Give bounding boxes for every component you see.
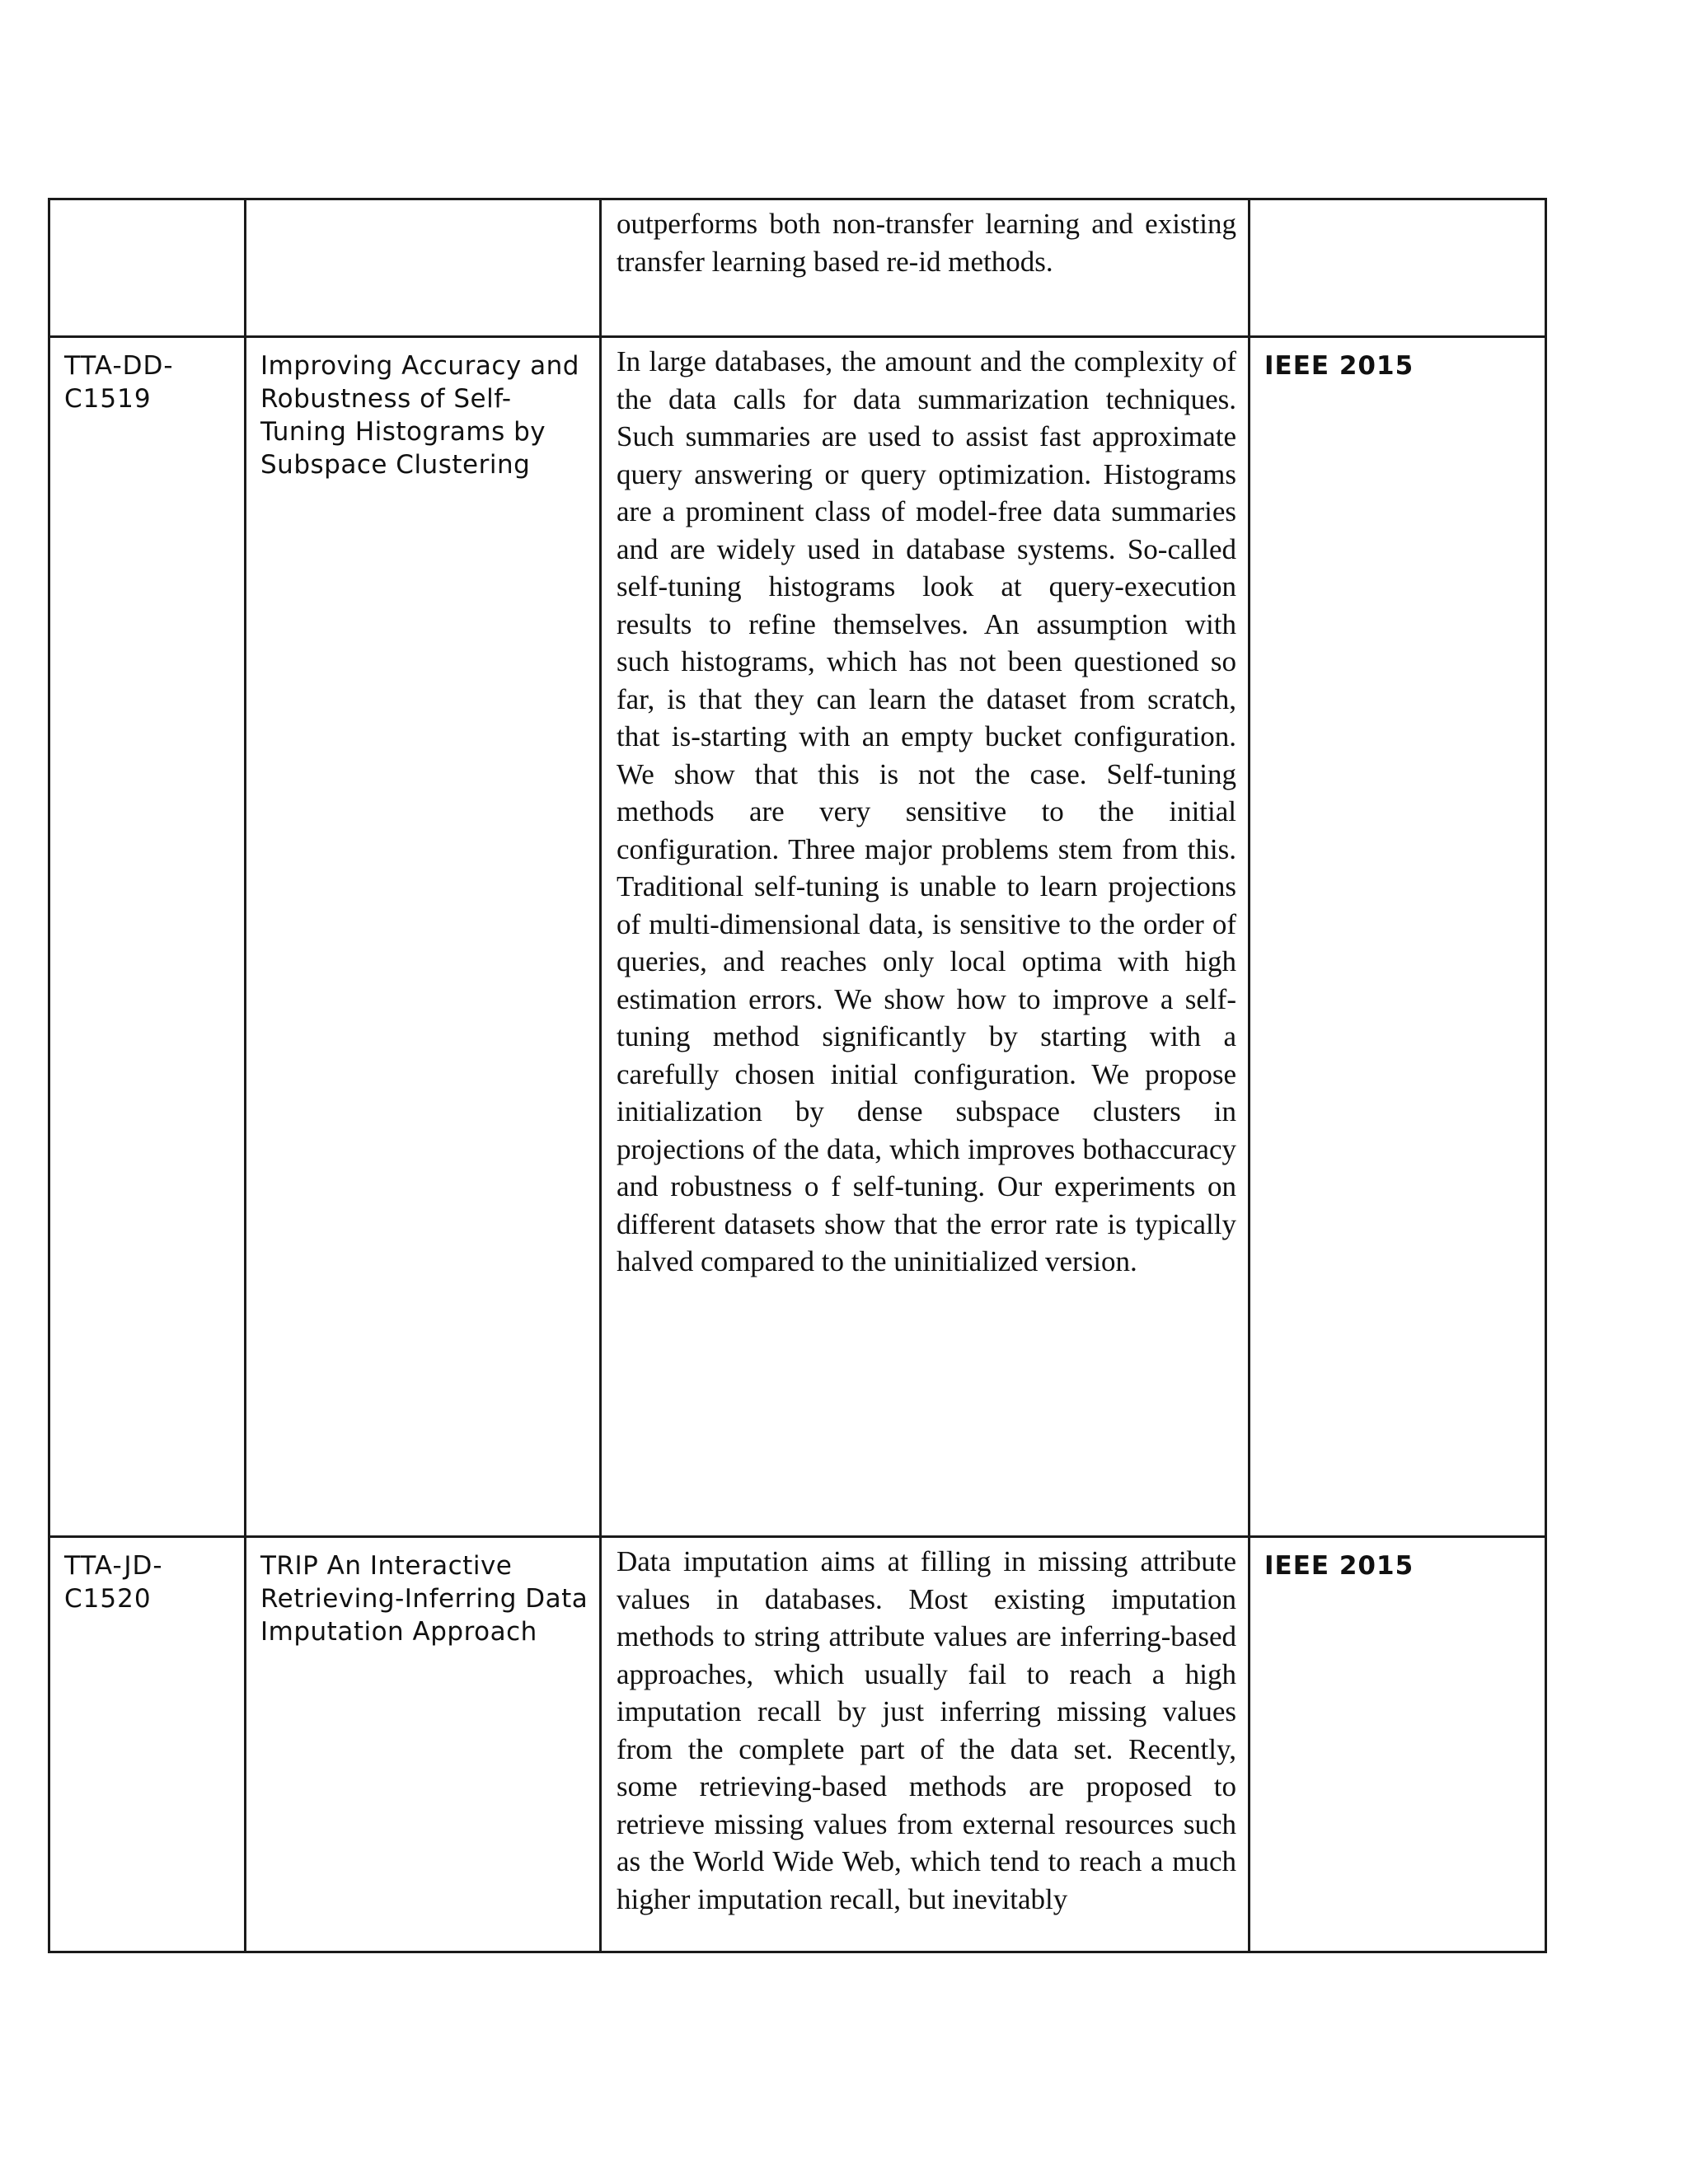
project-code: TTA-JD-C1520 [64,1551,163,1614]
table-row [49,199,1546,337]
project-abstract: Data imputation aims at filling in missing attribute values in databases. Most existing imputation methods to string attribute values are inferring-based approaches, which usually fail to reach a high imputation recall by just inferring missing values from the complete part of the data set. Recently, some retrieving-based methods are proposed to retrieve missing values from external resources such as the World Wide Web, which tend to reach a much higher imputation recall, but inevitably [617,1545,1236,1915]
papers-table [48,198,1547,1953]
project-year: IEEE 2015 [1264,1551,1414,1581]
project-year: IEEE 2015 [1264,351,1414,381]
project-abstract: In large databases, the amount and the complexity of the data calls for data summarization techniques. Such summaries are used to assist fast approximate query answering or query optimization. Histograms are a prominent class of model-free data summaries and are widely used in database systems. So-called self-tuning histograms look at query-execution results to refine themselves. An assumption with such histograms, which has not been questioned so far, is that they can learn the dataset from scratch, that is-starting with an empty bucket configuration. We show that this is not the case. Self-tuning methods are very sensitive to the initial configuration. Three major problems stem from this. Traditional self-tuning is unable to learn projections of multi-dimensional data, is sensitive to the order of queries, and reaches only local optima with high estimation errors. We show how to improve a self-tuning method significantly by starting with a carefully chosen initial configuration. We propose initialization by dense subspace clusters in projections of the data, which improves bothaccuracy and robustness o f self-tuning. Our experiments on different datasets show that the error rate is typically halved compared to the uninitialized version. [617,345,1236,1277]
title-cell [246,1537,601,1952]
code-cell [49,1537,246,1952]
table-row [49,1537,1546,1952]
year-cell [1250,337,1546,1537]
project-title: TRIP An Interactive Retrieving-Inferring Data Imputation Approach [260,1551,588,1647]
project-abstract: outperforms both non-transfer learning and existing transfer learning based re-id methods. [617,208,1236,278]
year-cell [1250,199,1546,337]
code-cell [49,199,246,337]
project-code: TTA-DD-C1519 [64,351,174,414]
project-title [246,200,599,212]
title-cell [246,199,601,337]
abstract-cell [601,199,1250,337]
project-code [50,200,244,212]
abstract-cell [601,1537,1250,1952]
table-row [49,337,1546,1537]
year-cell [1250,1537,1546,1952]
abstract-cell [601,337,1250,1537]
code-cell [49,337,246,1537]
title-cell [246,337,601,1537]
project-title: Improving Accuracy and Robustness of Self-Tuning Histograms by Subspace Clustering [260,351,579,480]
project-year [1250,200,1545,212]
